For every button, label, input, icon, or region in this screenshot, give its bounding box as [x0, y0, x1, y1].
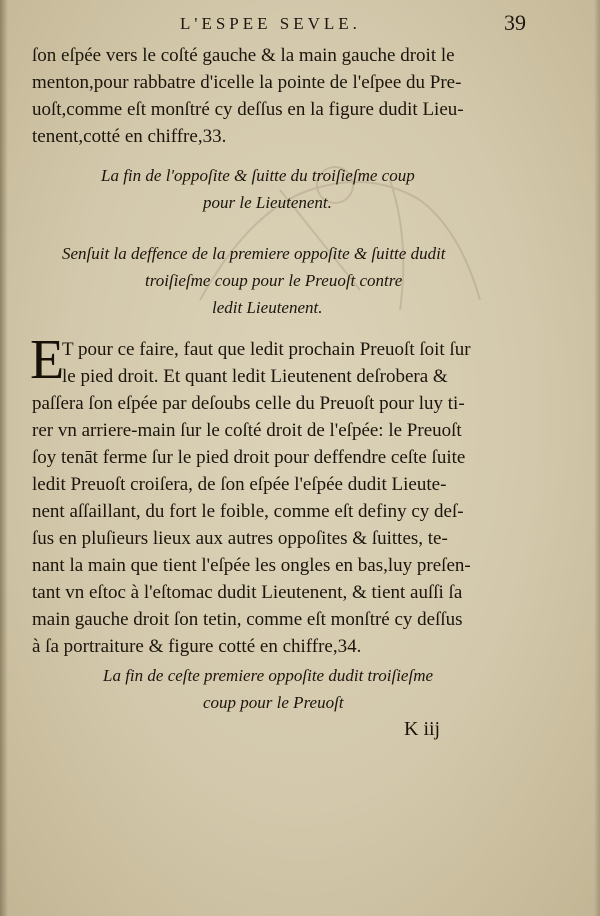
- text-line: nent aſſaillant, du fort le foible, comme eſt definy cy deſ-: [32, 501, 464, 522]
- text-line: uoſt,comme eſt monſtré cy deſſus en la figure dudit Lieu-: [32, 99, 464, 120]
- text-line: T pour ce faire, faut que ledit prochain Preuoſt ſoit ſur: [62, 339, 471, 360]
- caption-line: coup pour le Preuoſt: [203, 693, 344, 712]
- text-line: à ſa portraiture & figure cotté en chiffre,34.: [32, 636, 362, 657]
- text-line: tant vn eſtoc à l'eſtomac dudit Lieutenent, & tient auſſi ſa: [32, 582, 463, 603]
- caption-line: Senſuit la deffence de la premiere oppoſite & ſuitte dudit: [62, 244, 446, 263]
- text-line: rer vn arriere-main ſur le coſté droit de l'eſpée: le Preuoſt: [32, 420, 462, 441]
- text-line: le pied droit. Et quant ledit Lieutenent deſrobera &: [62, 366, 448, 387]
- text-line: ledit Preuoſt croiſera, de ſon eſpée l'eſpée dudit Lieute-: [32, 474, 447, 495]
- text-line: ſus en pluſieurs lieux aux autres oppoſites & ſuittes, te-: [32, 528, 448, 549]
- caption-line: ledit Lieutenent.: [212, 298, 323, 317]
- text-line: ſoy tenāt ferme ſur le pied droit pour deffendre ceſte ſuite: [32, 447, 466, 468]
- caption-line: troiſieſme coup pour le Preuoſt contre: [145, 271, 403, 290]
- caption-line: La fin de ceſte premiere oppoſite dudit troiſieſme: [103, 666, 434, 685]
- drop-cap: E: [30, 329, 65, 391]
- text-line: menton,pour rabbatre d'icelle la pointe de l'eſpee du Pre-: [32, 72, 462, 93]
- caption-line: pour le Lieutenent.: [203, 193, 332, 212]
- text-line: ſon eſpée vers le coſté gauche & la main gauche droit le: [32, 45, 455, 66]
- text-line: main gauche droit ſon tetin, comme eſt monſtré cy deſſus: [32, 609, 463, 630]
- text-line: tenent,cotté en chiffre,33.: [32, 126, 227, 147]
- running-title: L'ESPEE SEVLE.: [180, 14, 361, 33]
- page-number: 39: [504, 10, 526, 35]
- signature-mark: K iij: [404, 718, 441, 740]
- text-line: nant la main que tient l'eſpée les ongles en bas,luy preſen-: [32, 555, 471, 576]
- caption-line: La fin de l'oppoſite & ſuitte du troiſieſme coup: [101, 166, 415, 185]
- text-line: paſſera ſon eſpée par deſoubs celle du Preuoſt pour luy ti-: [32, 393, 465, 414]
